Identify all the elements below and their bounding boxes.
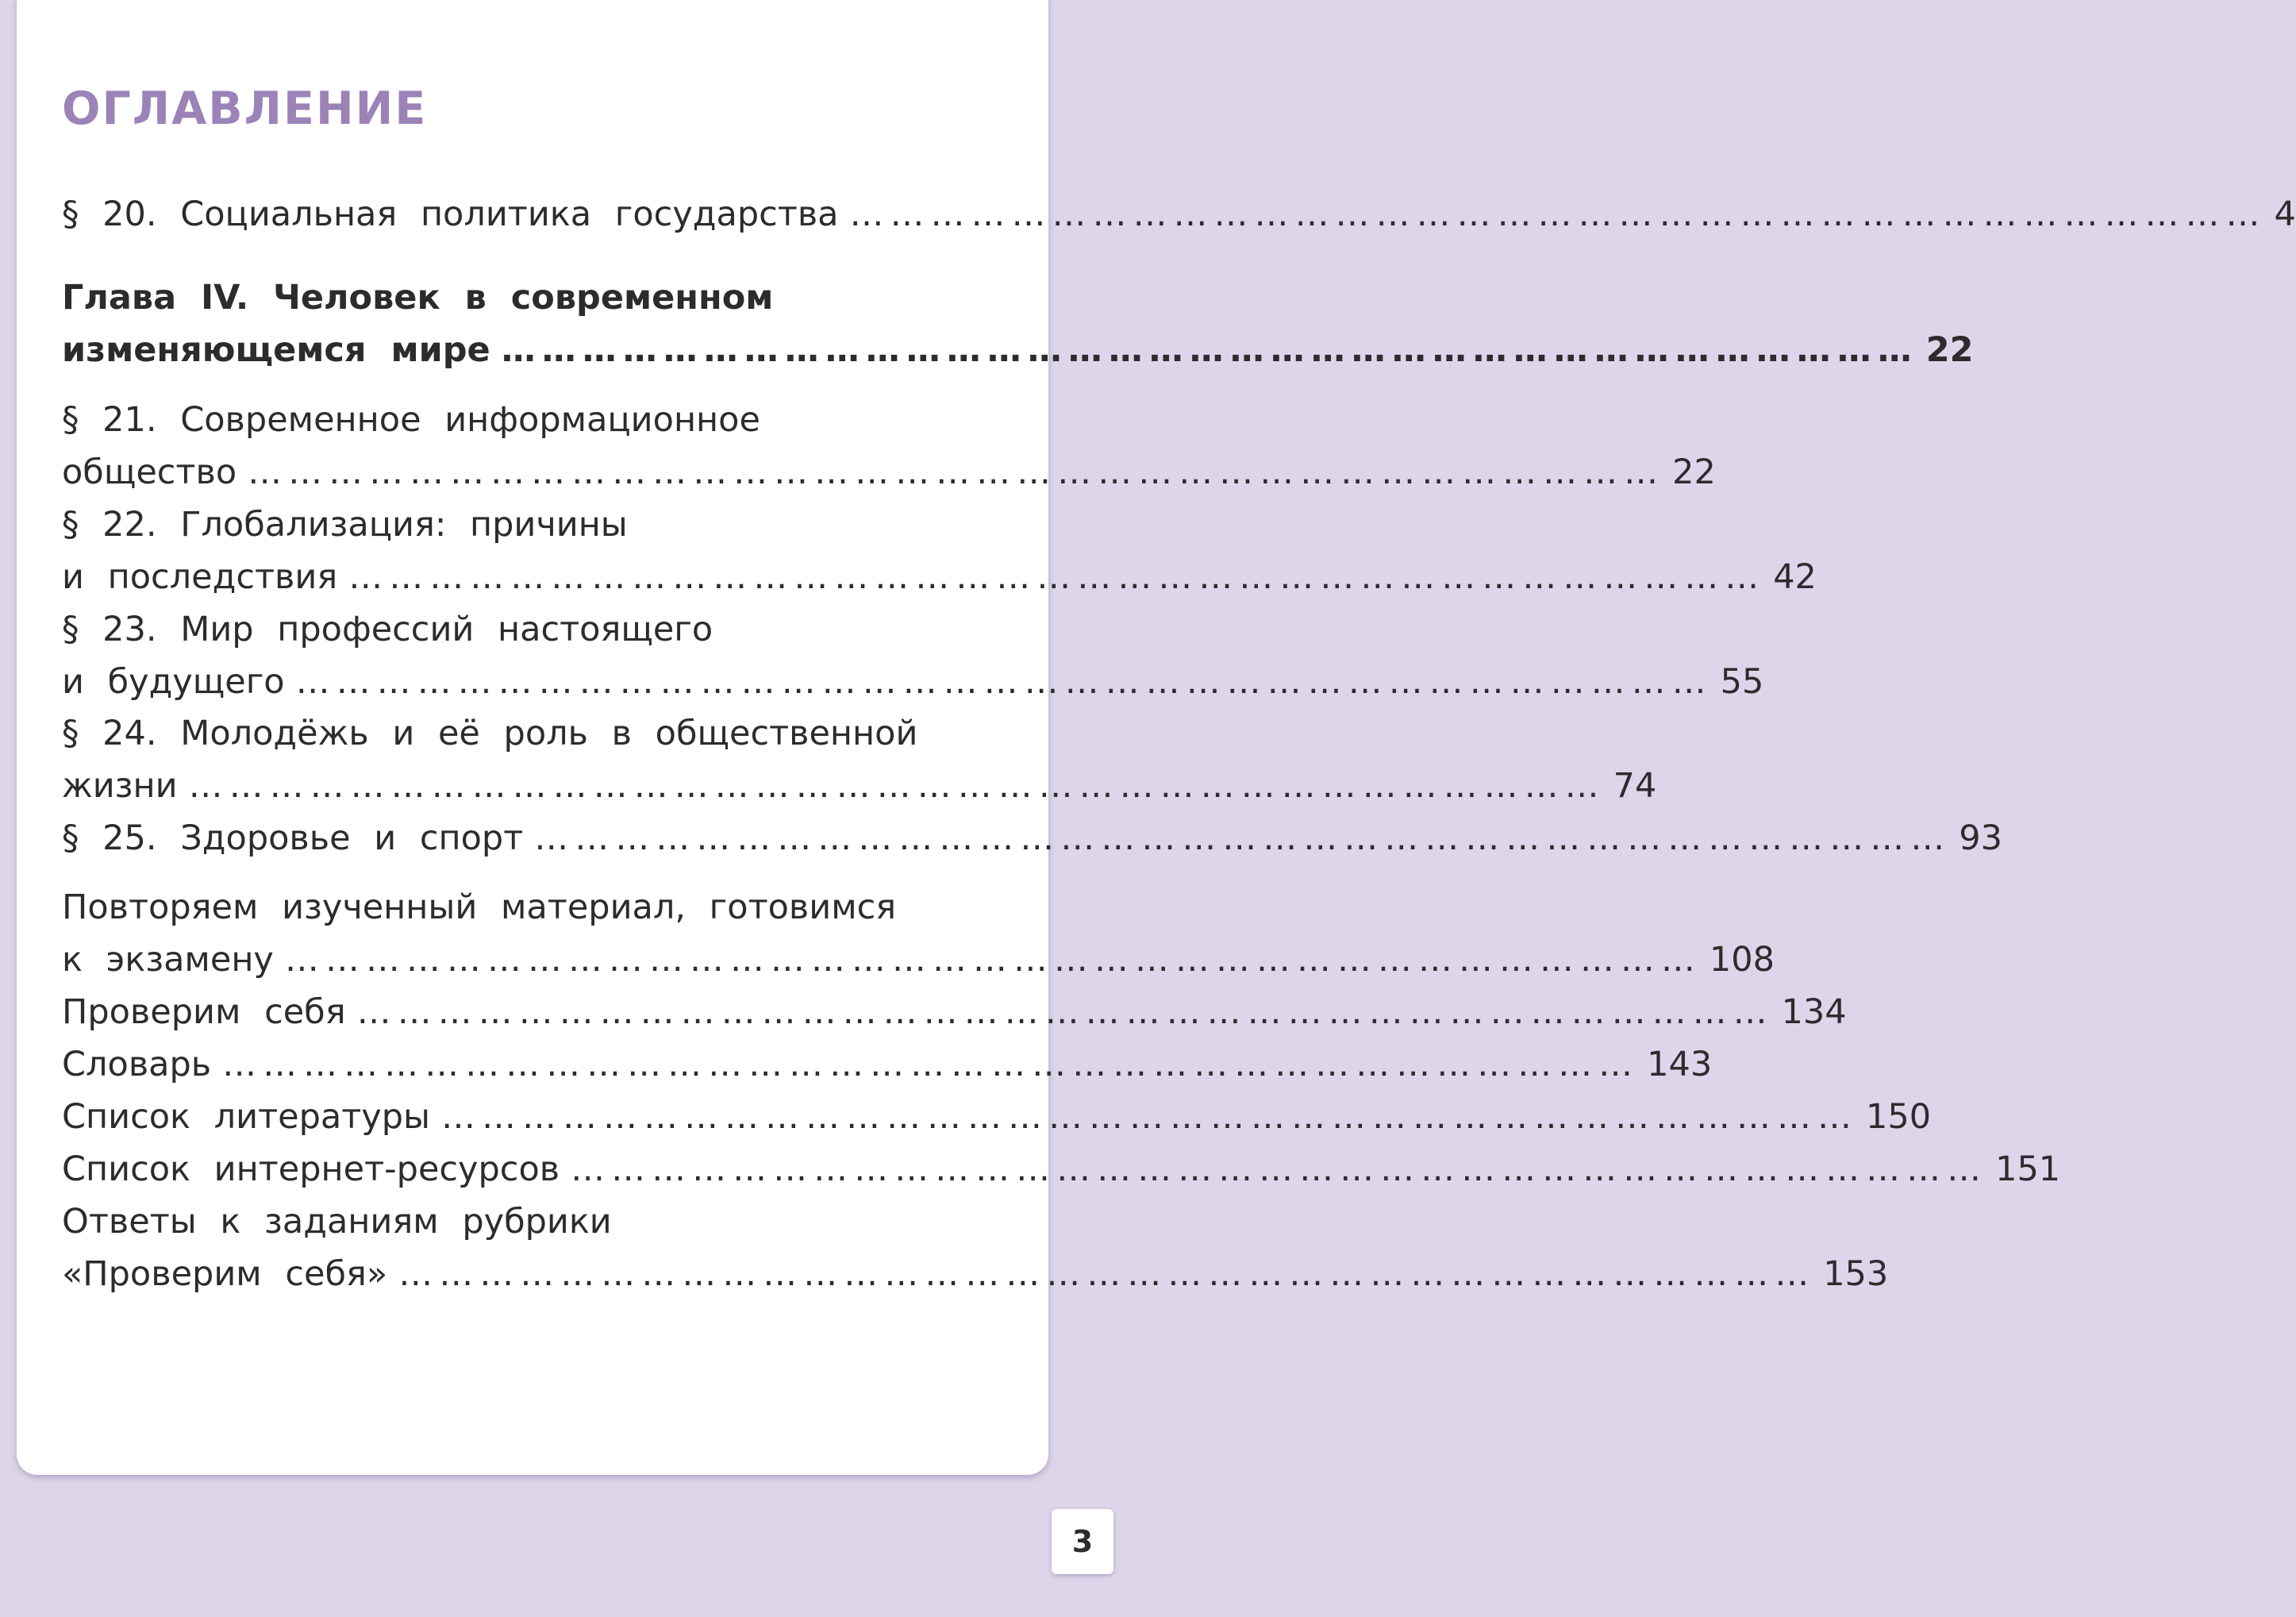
toc-entry-title-line: § 22. Глобализация: причины <box>62 505 628 545</box>
toc-entry-page: 153 <box>1823 1254 1889 1294</box>
dot-leader: …………………………………………………………………………………………… <box>222 1045 1640 1084</box>
toc-entry-review[interactable] <box>62 881 1775 986</box>
toc-entry-title-line: Глава IV. Человек в современном <box>62 278 774 318</box>
toc-entry-page: 150 <box>1866 1097 1932 1137</box>
dot-leader: …………………………………………………………………………………………… <box>534 818 1952 858</box>
toc-entry-title: общество <box>62 452 237 492</box>
toc-entry-internet-resources[interactable] <box>62 1143 2061 1195</box>
dot-leader: …………………………………………………………………………………………… <box>188 766 1606 806</box>
toc-entry-title-line: Ответы к заданиям рубрики <box>62 1202 612 1242</box>
toc-entry-title-line: § 24. Молодёжь и её роль в общественной <box>62 714 918 753</box>
toc-entry-title: «Проверим себя» <box>62 1254 388 1294</box>
toc-entry-title-line: Повторяем изученный материал, готовимся <box>62 887 897 927</box>
toc-entry-title: § 20. Социальная политика государства <box>62 194 839 234</box>
toc-entry-title: Список литературы <box>62 1097 430 1137</box>
toc-entry-chapter-4[interactable] <box>62 271 1974 376</box>
page-number: 3 <box>1052 1509 1113 1574</box>
toc-entry-bibliography[interactable] <box>62 1091 1932 1143</box>
dot-leader: …………………………………………………………………………………………… <box>284 940 1702 980</box>
dot-leader: …………………………………………………………………………………………… <box>248 452 1665 492</box>
toc-entry-page: 22 <box>1672 452 1716 492</box>
toc-entry-title: § 25. Здоровье и спорт <box>62 818 524 858</box>
contents-card <box>17 0 2296 1475</box>
toc-entry-answers[interactable] <box>62 1195 1889 1300</box>
toc-entry-title: Список интернет-ресурсов <box>62 1149 560 1189</box>
toc-entry-page: 108 <box>1709 940 1775 980</box>
dot-leader: …………………………………………………………………………………………… <box>295 662 1713 702</box>
contents-title: ОГЛАВЛЕНИЕ <box>62 83 428 135</box>
toc-entry-page: 143 <box>1647 1045 1713 1084</box>
dot-leader: …………………………………………………………………………………………… <box>398 1254 1816 1294</box>
toc-entry-title: жизни <box>62 766 178 806</box>
toc-entry-page: 134 <box>1781 992 1847 1032</box>
toc-entry-title: и последствия <box>62 557 338 597</box>
toc-entry-paragraph-20[interactable] <box>62 188 2296 241</box>
toc-entry-title: к экзамену <box>62 940 274 980</box>
toc-entry-paragraph-22[interactable] <box>62 499 1817 603</box>
toc-entry-glossary[interactable] <box>62 1038 1713 1091</box>
toc-entry-title: и будущего <box>62 662 285 702</box>
toc-entry-page: 74 <box>1613 766 1657 806</box>
dot-leader: …………………………………………………………………………………………… <box>501 330 1918 370</box>
toc-entry-page: 42 <box>1773 557 1817 597</box>
toc-entry-title: изменяющемся мире <box>62 330 490 370</box>
dot-leader: …………………………………………………………………………………………… <box>849 194 2267 234</box>
toc-entry-self-check[interactable] <box>62 986 1847 1038</box>
dot-leader: …………………………………………………………………………………………… <box>348 557 1766 597</box>
toc-entry-page: 4 <box>2274 194 2296 234</box>
toc-entry-title-line: § 23. Мир профессий настоящего <box>62 610 713 649</box>
toc-entry-page: 93 <box>1959 818 2002 858</box>
toc-entry-paragraph-24[interactable] <box>62 707 1657 812</box>
toc-entry-title-line: § 21. Современное информационное <box>62 400 760 440</box>
toc-entry-page: 22 <box>1925 330 1974 370</box>
dot-leader: …………………………………………………………………………………………… <box>356 992 1774 1032</box>
toc-entry-title: Словарь <box>62 1045 212 1084</box>
toc-entry-title: Проверим себя <box>62 992 346 1032</box>
dot-leader: …………………………………………………………………………………………… <box>571 1149 1988 1189</box>
toc-entry-paragraph-21[interactable] <box>62 394 1716 499</box>
dot-leader: …………………………………………………………………………………………… <box>441 1097 1858 1137</box>
toc-entry-paragraph-25[interactable] <box>62 812 2002 864</box>
toc-entry-paragraph-23[interactable] <box>62 603 1764 708</box>
toc-entry-page: 151 <box>1995 1149 2061 1189</box>
toc-entry-page: 55 <box>1720 662 1764 702</box>
